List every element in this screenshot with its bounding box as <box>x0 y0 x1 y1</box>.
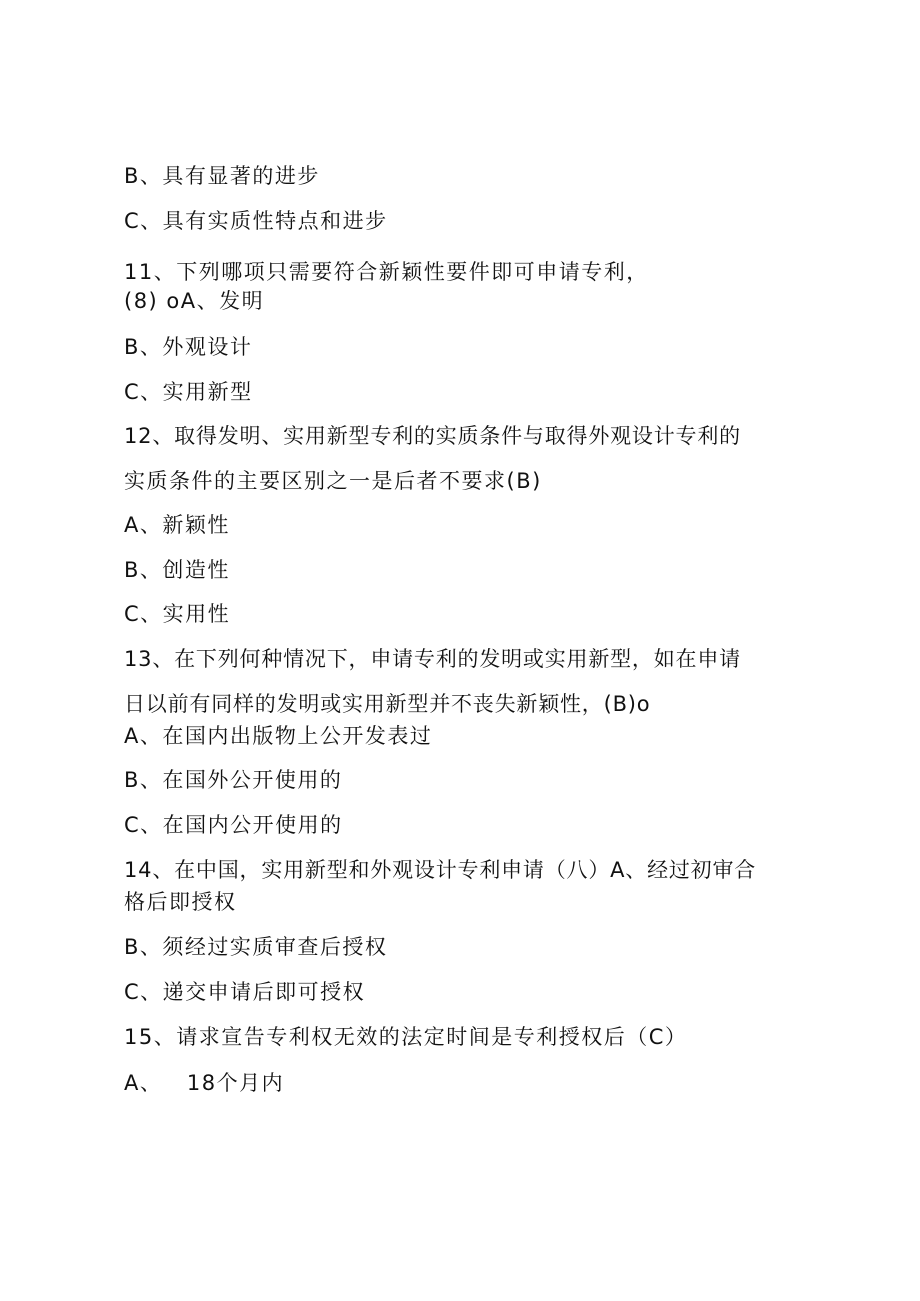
question-12-option-b: B、创造性 <box>124 558 230 582</box>
option-c-line: C、具有实质性特点和进步 <box>124 209 388 233</box>
question-14-option-b: B、须经过实质审查后授权 <box>124 935 388 959</box>
option-b-line: B、具有显著的进步 <box>124 164 320 188</box>
question-11-option-c: C、实用新型 <box>124 380 253 404</box>
question-11-option-a: (8) oA、发明 <box>124 289 265 313</box>
question-11-option-b: B、外观设计 <box>124 335 253 359</box>
question-13: 13、在下列何种情况下，申请专利的发明或实用新型，如在申请 <box>124 647 741 671</box>
question-14-option-c: C、递交申请后即可授权 <box>124 980 366 1004</box>
question-14: 14、在中国，实用新型和外观设计专利申请（八）A、经过初审合 <box>124 858 757 882</box>
question-13-continued: 日以前有同样的发明或实用新型并不丧失新颖性，(B)o <box>124 692 651 716</box>
question-14-continued: 格后即授权 <box>124 890 237 914</box>
question-11: 11、下列哪项只需要符合新颖性要件即可申请专利， <box>124 260 649 284</box>
question-12-continued: 实质条件的主要区别之一是后者不要求(B) <box>124 469 542 493</box>
question-12-option-c: C、实用性 <box>124 602 231 626</box>
question-12-option-a: A、新颖性 <box>124 513 230 537</box>
question-15: 15、请求宣告专利权无效的法定时间是专利授权后（C） <box>124 1025 688 1049</box>
question-12: 12、取得发明、实用新型专利的实质条件与取得外观设计专利的 <box>124 424 741 448</box>
question-15-option-a: A、 18个月内 <box>124 1071 285 1095</box>
question-13-option-a: A、在国内出版物上公开发表过 <box>124 724 433 748</box>
question-13-option-b: B、在国外公开使用的 <box>124 768 343 792</box>
question-13-option-c: C、在国内公开使用的 <box>124 813 343 837</box>
